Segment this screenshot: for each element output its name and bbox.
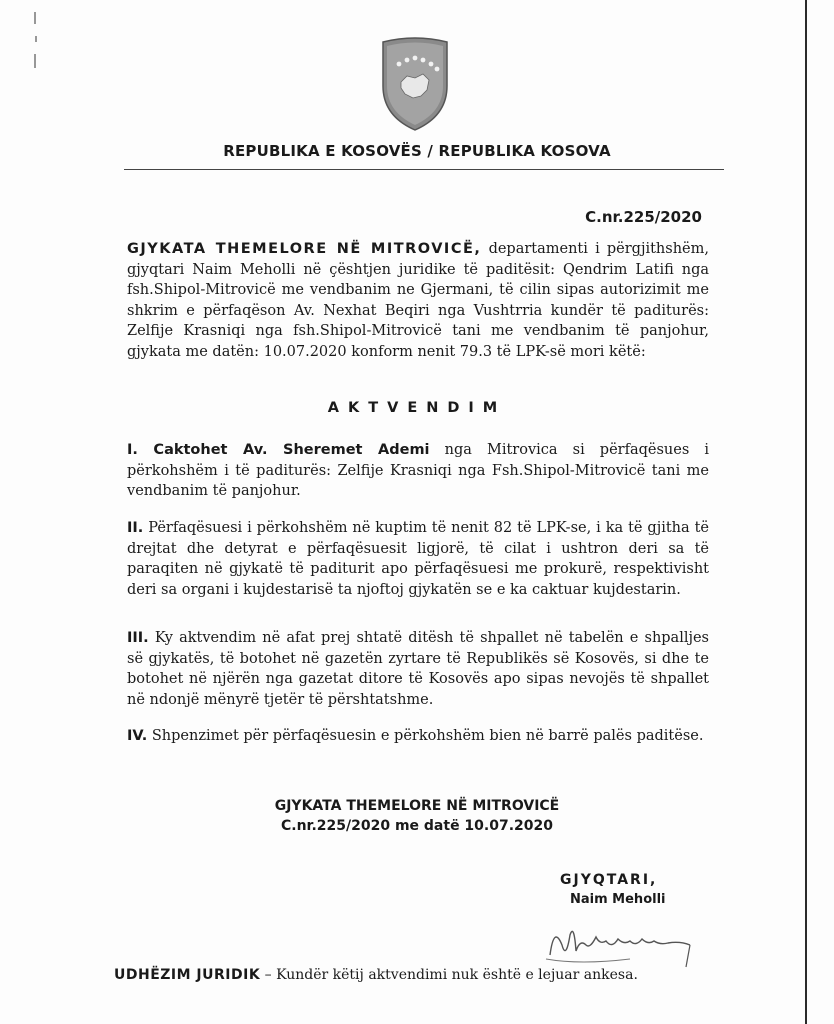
decision-point-2 (127, 518, 709, 600)
point-2-text: Përfaqësuesi i përkohshëm në kuptim të nenit 82 të LPK-se, i ka të gjitha të drejtat dhe detyrat e përfaqësuesit ligjorë, të cilat i ushtron deri sa të paraqiten në gjykatë të paditurit apo përfaqësuesi me prokurë, respektivisht deri sa organi i kujdestarisë ta njoftoj gjykatën se e ka caktuar kujdestarin. (127, 520, 709, 598)
decision-point-4 (127, 726, 709, 747)
legal-instruction-text: – Kundër këtij aktvendimi nuk është e lejuar ankesa. (260, 967, 638, 983)
point-2-lead: II. (127, 520, 144, 536)
legal-instruction-label: UDHËZIM JURIDIK (114, 967, 261, 983)
intro-court-name: GJYKATA THEMELORE NË MITROVICË, (127, 241, 482, 257)
decision-title: AKTVENDIM (327, 400, 507, 416)
case-number: C.nr.225/2020 (585, 208, 702, 226)
document-header: REPUBLIKA E KOSOVËS / REPUBLIKA KOSOVA (223, 142, 611, 160)
point-3-text: Ky aktvendim në afat prej shtatë ditësh të shpallet në tabelën e shpalljes së gjykatës, të botohet në gazetën zyrtare të Republikës së Kosovës, si dhe te botohet në njërën nga gazetat ditore të Kosovës apo sipas nevojës të shpallet në ndonjë mënyrë tjetër të përshtatshme. (127, 630, 709, 708)
intro-text: departamenti i përgjithshëm, gjyqtari Naim Meholli në çështjen juridike të paditësit: Qendrim Latifi nga fsh.Shipol-Mitrovicë me vendbanim ne Gjermani, të cilin sipas autorizimit me shkrim e përfaqëson Av. Nexhat Beqiri nga Vushtrria kundër të paditurës: Zelfije Krasniqi nga fsh.Shipol-Mitrovicë tani me vendbanim të panjohur, gjykata me datën: 10.07.2020 konform nenit 79.3 të LPK-së mori këtë: (127, 241, 709, 360)
point-3-lead: III. (127, 630, 149, 646)
decision-point-1 (127, 440, 709, 502)
legal-instruction (114, 965, 704, 985)
header-rule (124, 169, 724, 170)
point-4-text: Shpenzimet për përfaqësuesin e përkohshëm bien në barrë palës paditëse. (147, 728, 704, 744)
footer-block (0, 796, 834, 836)
hole-punch-mark (32, 10, 40, 70)
coat-of-arms-icon (379, 36, 451, 132)
judge-title: GJYQTARI, (560, 872, 658, 888)
signature-icon (540, 915, 700, 970)
footer-case-reference: C.nr.225/2020 me datë 10.07.2020 (280, 818, 553, 834)
intro-paragraph (127, 239, 709, 362)
footer-court-name: GJYKATA THEMELORE NË MITROVICË (274, 798, 560, 814)
decision-point-3 (127, 628, 709, 710)
point-1-lead: I. Caktohet Av. Sheremet Ademi (127, 442, 430, 458)
judge-name: Naim Meholli (570, 892, 666, 907)
point-4-lead: IV. (127, 728, 148, 744)
point-1-text: nga Mitrovica si përfaqësues i përkohshëm i të paditurës: Zelfije Krasniqi nga Fsh.Shipol-Mitrovicë tani me vendbanim të panjohur. (127, 442, 709, 499)
